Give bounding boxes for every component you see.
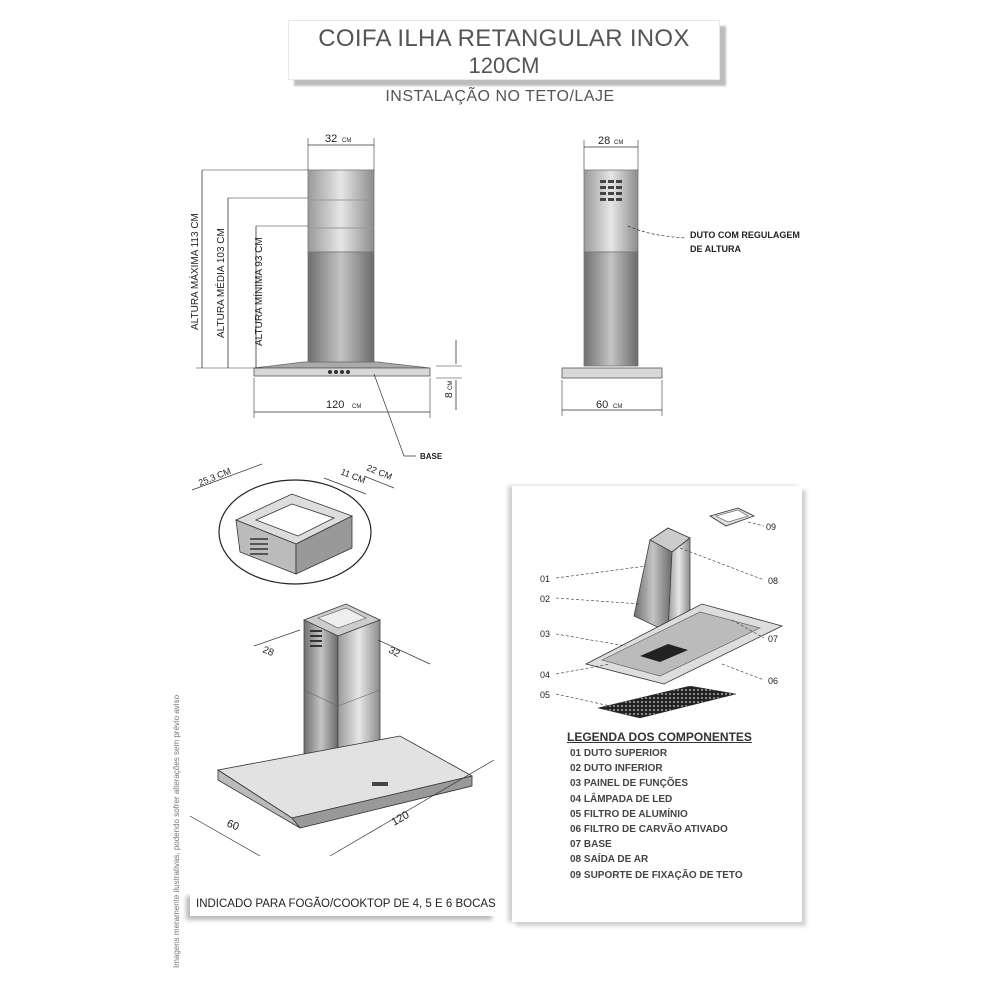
height-max-label: ALTURA MÁXIMA 113 CM bbox=[190, 213, 201, 330]
front-hood bbox=[254, 362, 430, 368]
front-duct-width-label: 32 bbox=[325, 133, 338, 145]
height-min-label: ALTURA MÍNIMA 93 CM bbox=[254, 237, 265, 346]
legend-title: LEGENDA DOS COMPONENTES bbox=[567, 730, 752, 744]
side-duct-depth-label: 28 bbox=[598, 135, 611, 147]
installation-subtitle: INSTALAÇÃO NO TETO/LAJE bbox=[385, 88, 615, 105]
legend-item: 08 SAÍDA DE AR bbox=[570, 854, 649, 866]
iso-hood-width-label: 120 bbox=[389, 809, 412, 829]
product-size: 120CM bbox=[468, 53, 540, 78]
base-height-label: 8 bbox=[444, 392, 455, 398]
callout-01: 01 bbox=[540, 574, 551, 584]
duct-callout-line2: DE ALTURA bbox=[690, 244, 741, 254]
exploded-view bbox=[540, 508, 782, 718]
isometric-view bbox=[190, 463, 494, 856]
front-hood-width-unit: CM bbox=[352, 404, 362, 410]
callout-06: 06 bbox=[768, 676, 779, 686]
legend-item: 06 FILTRO DE CARVÃO ATIVADO bbox=[570, 824, 728, 836]
base-height-unit: CM bbox=[448, 380, 454, 390]
side-hood-base bbox=[562, 368, 662, 378]
side-hood-depth-unit: CM bbox=[613, 404, 623, 410]
iso-duct-width-label: 32 bbox=[386, 644, 402, 660]
side-duct-depth-unit: CM bbox=[614, 140, 624, 146]
front-duct-lower bbox=[308, 252, 374, 364]
front-duct-upper bbox=[308, 170, 374, 252]
legend-item: 01 DUTO SUPERIOR bbox=[570, 748, 668, 759]
legend-item: 07 BASE bbox=[570, 839, 612, 851]
side-view bbox=[562, 135, 800, 416]
iso-hood-depth-label: 60 bbox=[224, 817, 241, 834]
side-hood-depth-label: 60 bbox=[596, 399, 609, 411]
usage-note: INDICADO PARA FOGÃO/COOKTOP DE 4, 5 E 6 BOCAS bbox=[190, 892, 496, 916]
legend-list bbox=[570, 746, 743, 883]
callout-07: 07 bbox=[768, 634, 779, 644]
legend-item: 05 FILTRO DE ALUMÍNIO bbox=[570, 808, 688, 820]
duct-callout-line1: DUTO COM REGULAGEM bbox=[690, 230, 800, 240]
callout-09: 09 bbox=[766, 522, 777, 532]
callout-02: 02 bbox=[540, 594, 551, 604]
legend-item: 02 DUTO INFERIOR bbox=[570, 763, 663, 775]
callout-04: 04 bbox=[540, 670, 551, 680]
product-title: COIFA ILHA RETANGULAR INOX bbox=[318, 25, 690, 52]
iso-duct-depth-label: 28 bbox=[260, 644, 276, 659]
legend-item: 09 SUPORTE DE FIXAÇÃO DE TETO bbox=[570, 869, 743, 881]
callout-03: 03 bbox=[540, 629, 551, 639]
detail-dim-c: 22 CM bbox=[365, 462, 394, 482]
exploded-aluminum-filter bbox=[598, 686, 736, 718]
front-duct-width-unit: CM bbox=[342, 138, 352, 144]
side-duct-lower bbox=[584, 252, 638, 366]
height-mid-label: ALTURA MÉDIA 103 CM bbox=[216, 228, 227, 338]
callout-05: 05 bbox=[540, 690, 551, 700]
legend-item: 04 LÂMPADA DE LED bbox=[570, 793, 673, 805]
detail-dim-a: 25,3 CM bbox=[197, 465, 233, 488]
base-callout-label: BASE bbox=[420, 452, 443, 461]
disclaimer-note: Imagens meramente ilustrativas, podendo sofrer alterações sem prévio aviso bbox=[172, 694, 181, 968]
detail-dim-b: 11 CM bbox=[339, 466, 367, 486]
legend-item: 03 PAINEL DE FUNÇÕES bbox=[570, 778, 688, 790]
front-hood-width-label: 120 bbox=[326, 399, 345, 411]
front-view bbox=[188, 133, 462, 461]
callout-08: 08 bbox=[768, 576, 779, 586]
